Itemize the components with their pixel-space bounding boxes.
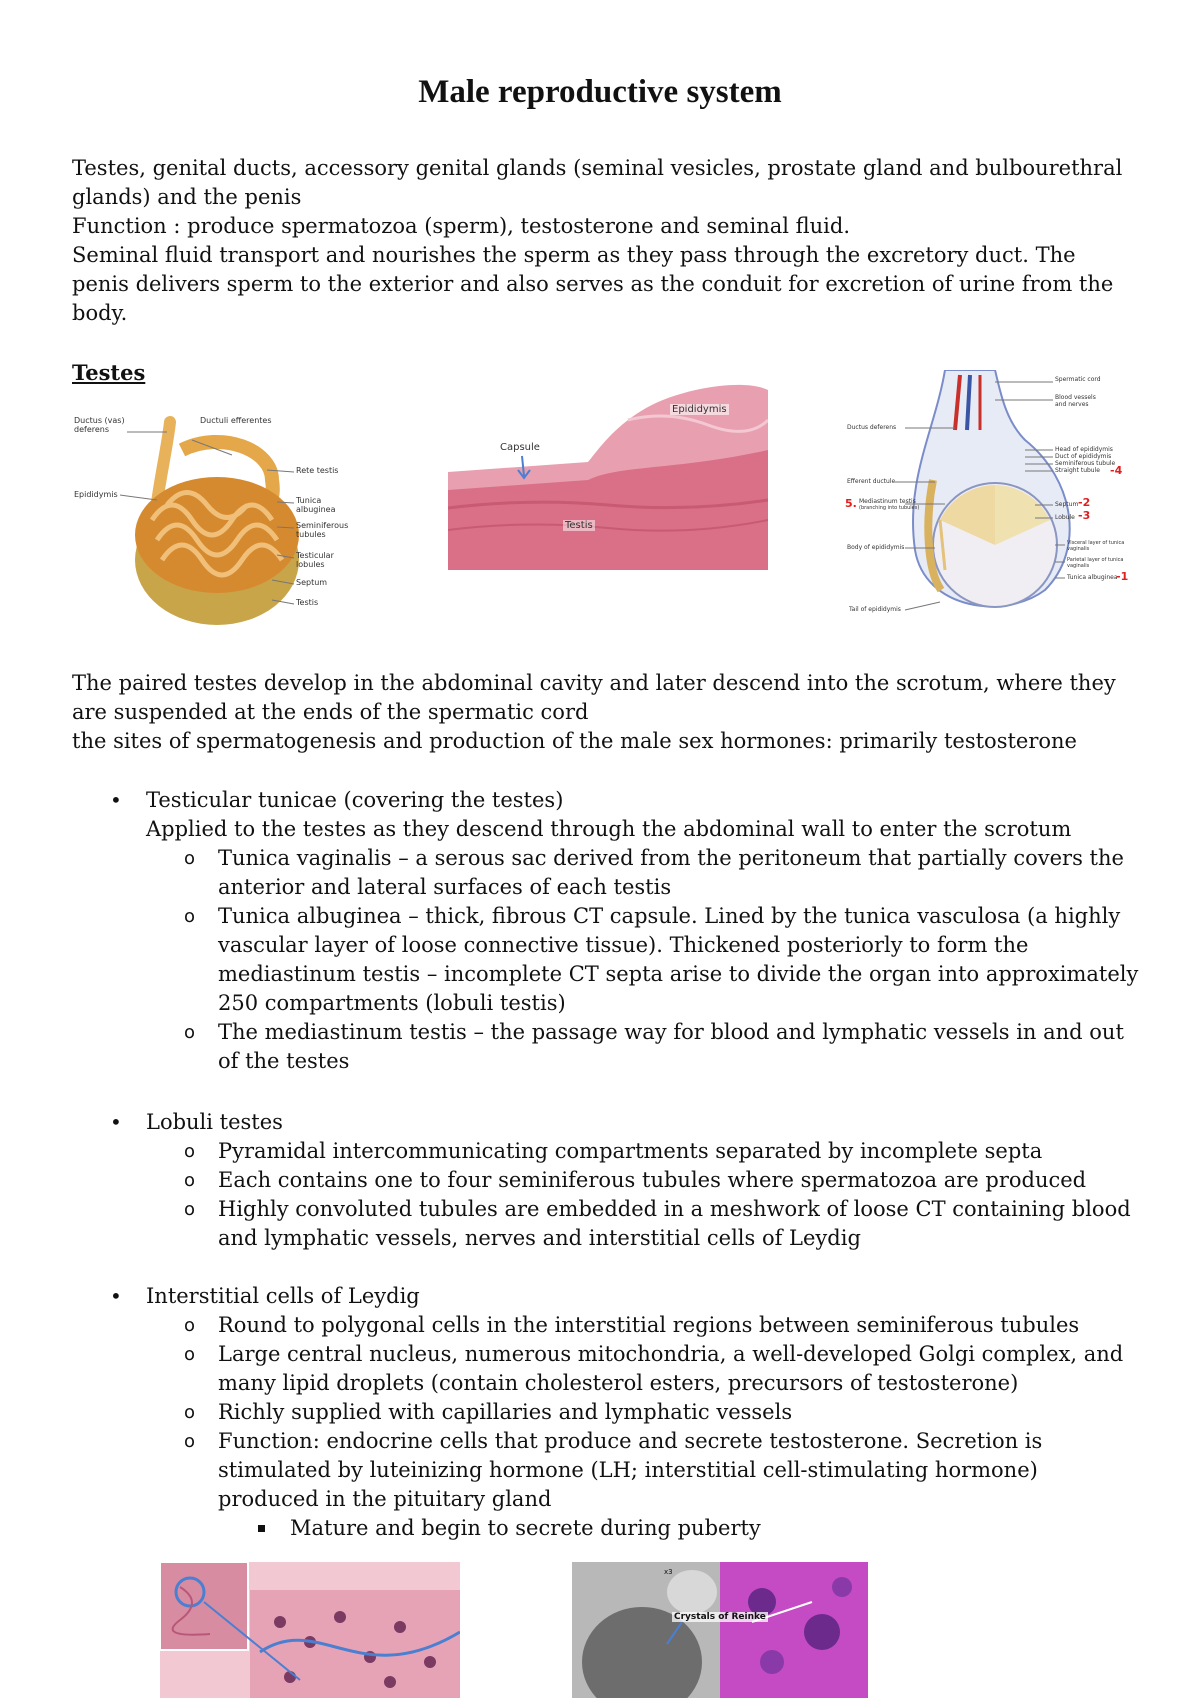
- description-line: the sites of spermatogenesis and production of the male sex hormones: primarily testosterone: [72, 729, 1077, 753]
- label-tunica-albuginea-cs: Tunica albuginea: [1067, 574, 1118, 581]
- sub-sub-item: Mature and begin to secrete during puberty: [72, 1514, 1142, 1543]
- label-septum: Septum: [296, 578, 328, 587]
- label-branching: (branching into tubules): [859, 505, 920, 511]
- label-testicular-lobules: Testicular lobules: [296, 551, 334, 569]
- label-testis-micrograph: Testis: [565, 520, 593, 531]
- label-spermatic-cord: Spermatic cord: [1055, 376, 1101, 383]
- sub-item: o Tunica vaginalis – a serous sac derived from the peritoneum that partially covers the anterior and lateral surfaces of each testis: [72, 844, 1142, 902]
- label-mediastinum-testis: Mediastinum testis: [859, 498, 916, 505]
- bullet-extra: Applied to the testes as they descend through the abdominal wall to enter the scrotum: [146, 817, 1072, 841]
- label-blood-vessels: Blood vessels and nerves: [1055, 394, 1096, 408]
- sub-item: o The mediastinum testis – the passage way for blood and lymphatic vessels in and out of the testes: [72, 1018, 1142, 1076]
- bullet-label: • Interstitial cells of Leydig: [146, 1284, 420, 1308]
- testes-description: [72, 669, 1132, 756]
- page-title: Male reproductive system: [418, 74, 782, 110]
- reinke-crystals-figure: [572, 1562, 868, 1698]
- label-ductuli-efferentes: Ductuli efferentes: [200, 416, 272, 425]
- label-capsule: Capsule: [500, 442, 540, 453]
- label-body-of-epididymis: Body of epididymis: [847, 544, 905, 551]
- label-testis: Testis: [296, 598, 319, 607]
- number-5: 5.: [845, 497, 857, 510]
- sub-item: o Each contains one to four seminiferous tubules where spermatozoa are produced: [72, 1166, 1142, 1195]
- label-septum-cs: Septum: [1055, 501, 1079, 508]
- label-magnification: x3: [664, 1568, 673, 1576]
- leydig-drawing: [160, 1562, 460, 1698]
- sub-item: o Pyramidal intercommunicating compartments separated by incomplete septa: [72, 1137, 1142, 1166]
- bullet-label: • Lobuli testes: [146, 1110, 283, 1134]
- intro-line: Seminal fluid transport and nourishes the sperm as they pass through the excretory duct. The penis delivers sperm to the exterior and also serves as the conduit for excretion of urine from the body.: [72, 243, 1114, 325]
- bullet-list-tunicae: [72, 786, 1142, 1076]
- bullet-list-leydig: [72, 1282, 1142, 1543]
- label-seminiferous-tubule: Seminiferous tubule: [1055, 460, 1116, 467]
- number-1: -1: [1116, 570, 1129, 583]
- label-rete-testis: Rete testis: [296, 466, 339, 475]
- sub-item: o Tunica albuginea – thick, fibrous CT capsule. Lined by the tunica vasculosa (a highly vascular layer of loose connective tissue). Thickened posteriorly to form the mediastinum testis – incomplete CT septa arise to divide the organ into approximately 250 compartments (lobuli testis): [72, 902, 1142, 1018]
- label-ductus-deferens: Ductus (vas) deferens: [74, 416, 125, 434]
- testis-cross-section-diagram: [845, 370, 1135, 630]
- label-crystals-of-reinke: Crystals of Reinke: [674, 1612, 766, 1622]
- testes-heading: Testes: [72, 360, 146, 385]
- leydig-histology: [160, 1562, 460, 1698]
- sub-item: o Highly convoluted tubules are embedded in a meshwork of loose CT containing blood and lymphatic vessels, nerves and interstitial cells of Leydig: [72, 1195, 1142, 1253]
- label-epididymis-micrograph: Epididymis: [672, 404, 727, 415]
- label-tunica-albuginea: Tunica albuginea: [296, 496, 336, 514]
- label-head-of-epididymis: Head of epididymis: [1055, 446, 1113, 453]
- label-epididymis: Epididymis: [74, 490, 118, 499]
- label-ductus-deferens-cs: Ductus deferens: [847, 424, 897, 431]
- label-tail-of-epididymis: Tail of epididymis: [849, 606, 901, 613]
- bullet-item: [72, 1108, 1142, 1137]
- sub-item: o Round to polygonal cells in the interstitial regions between seminiferous tubules: [72, 1311, 1142, 1340]
- bullet-item: [72, 1282, 1142, 1311]
- reinke-drawing: [572, 1562, 868, 1698]
- bullet-label: • Testicular tunicae (covering the testes): [146, 788, 564, 812]
- intro-paragraph: [72, 154, 1132, 328]
- label-seminiferous-tubules: Seminiferous tubules: [296, 521, 349, 539]
- label-visceral-layer: Visceral layer of tunica vaginalis: [1067, 540, 1125, 552]
- intro-line: Function : produce spermatozoa (sperm), testosterone and seminal fluid.: [72, 214, 851, 238]
- bullet-item: [72, 786, 1142, 844]
- sub-item: o Large central nucleus, numerous mitochondria, a well-developed Golgi complex, and many lipid droplets (contain cholesterol esters, precursors of testosterone): [72, 1340, 1142, 1398]
- label-duct-of-epididymis: Duct of epididymis: [1055, 453, 1112, 460]
- histology-micrograph: [448, 380, 768, 570]
- sub-item: o Function: endocrine cells that produce and secrete testosterone. Secretion is stimulated by luteinizing hormone (LH; interstitial cell-stimulating hormone) produced in the pituitary gland: [72, 1427, 1142, 1514]
- testis-illustration: [72, 410, 352, 635]
- intro-line: Testes, genital ducts, accessory genital glands (seminal vesicles, prostate gland and bulbourethral glands) and the penis: [72, 156, 1123, 209]
- number-4: -4: [1110, 464, 1123, 477]
- bullet-list-lobuli: [72, 1108, 1142, 1253]
- sub-item: o Richly supplied with capillaries and lymphatic vessels: [72, 1398, 1142, 1427]
- number-3: -3: [1078, 509, 1091, 522]
- description-line: The paired testes develop in the abdominal cavity and later descend into the scrotum, where they are suspended at the ends of the spermatic cord: [72, 671, 1116, 724]
- label-lobule: Lobule: [1055, 514, 1075, 521]
- label-efferent-ductule: Efferent ductule: [847, 478, 896, 485]
- label-parietal-layer: Parietal layer of tunica vaginalis: [1067, 557, 1124, 569]
- label-straight-tubule: Straight tubule: [1055, 467, 1100, 474]
- number-2: -2: [1078, 496, 1091, 509]
